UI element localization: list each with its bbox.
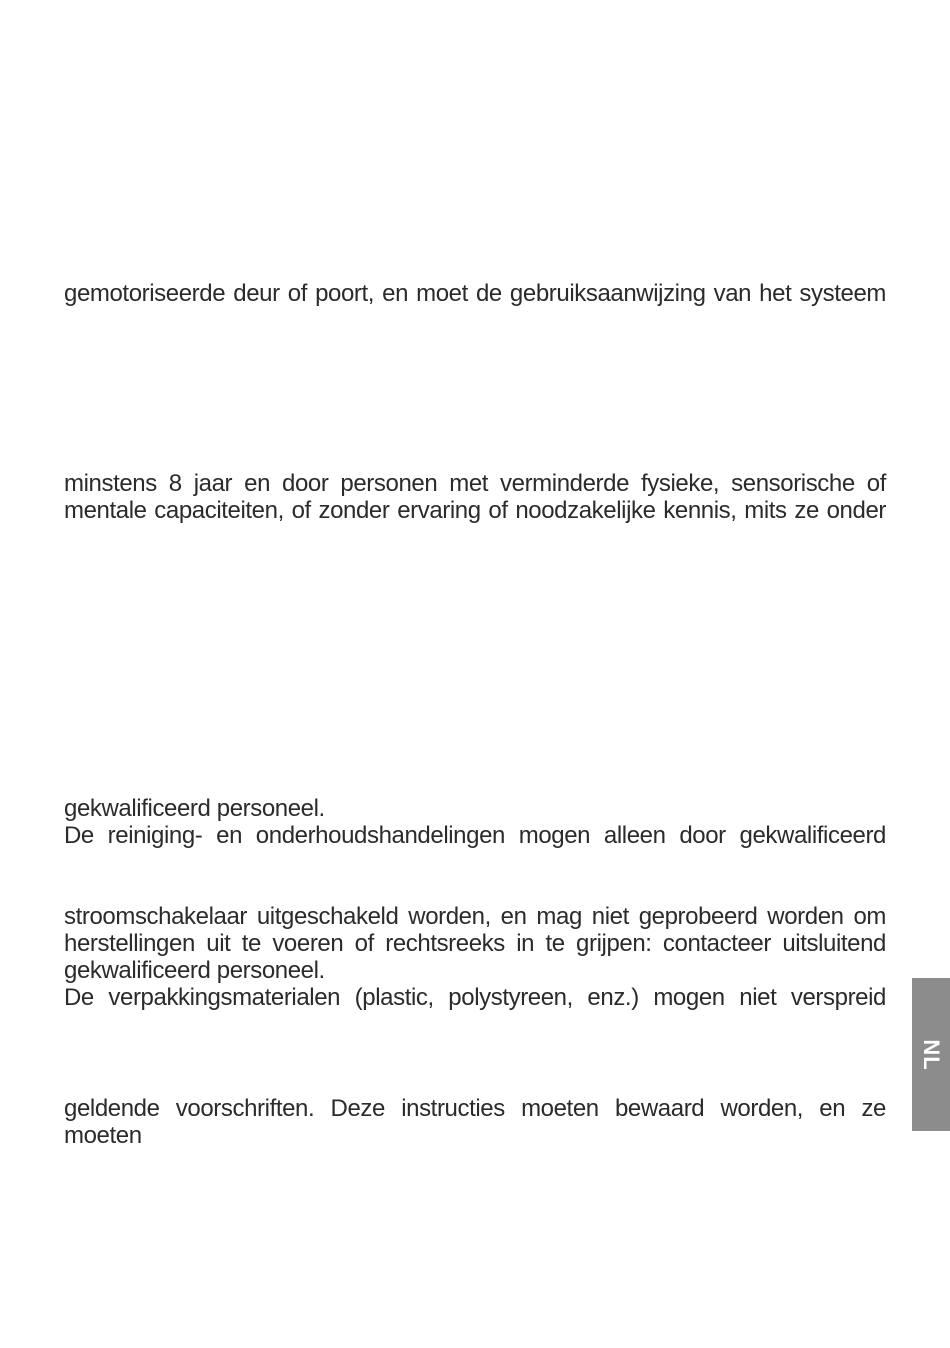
text-line: minstens 8 jaar en door personen met verminderde fysieke, sensorische of bbox=[64, 470, 886, 497]
text-line: gekwalificeerd personeel. bbox=[64, 957, 325, 984]
language-tab bbox=[912, 978, 950, 1131]
text-line: herstellingen uit te voeren of rechtsreeks in te grijpen: contacteer uitsluitend bbox=[64, 930, 886, 957]
text-line: gemotoriseerde deur of poort, en moet de gebruiksaanwijzing van het systeem bbox=[64, 280, 886, 307]
text-line: geldende voorschriften. Deze instructies moeten bewaard worden, en ze moeten bbox=[64, 1095, 886, 1149]
text-line: gekwalificeerd personeel. bbox=[64, 795, 325, 822]
text-line: De reiniging- en onderhoudshandelingen mogen alleen door gekwalificeerd bbox=[64, 822, 886, 849]
text-line: mentale capaciteiten, of zonder ervaring of noodzakelijke kennis, mits ze onder bbox=[64, 497, 886, 524]
language-tab-label: NL bbox=[919, 1038, 944, 1071]
text-line: De verpakkingsmaterialen (plastic, polystyreen, enz.) mogen niet verspreid bbox=[64, 984, 886, 1011]
text-line: stroomschakelaar uitgeschakeld worden, en mag niet geprobeerd worden om bbox=[64, 903, 886, 930]
